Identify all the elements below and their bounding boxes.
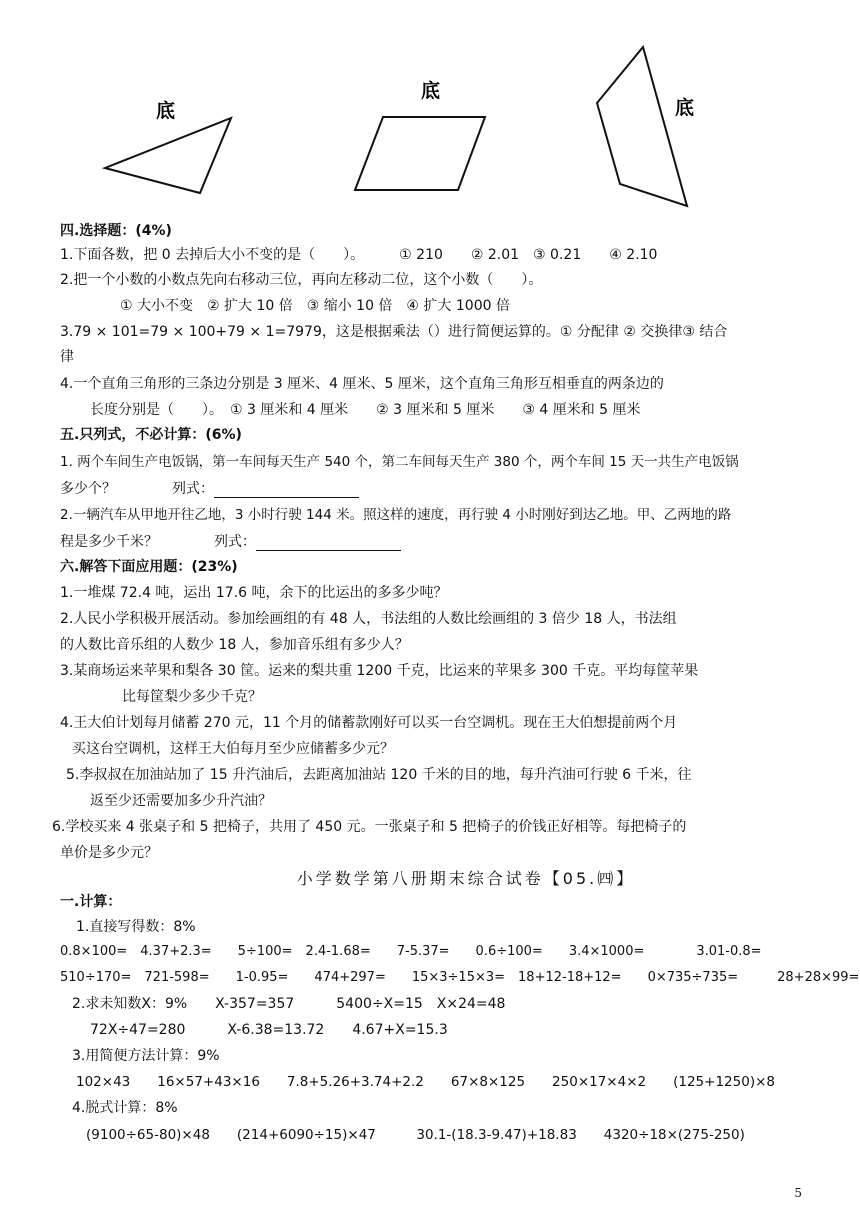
calc-row-1: 0.8×100= 4.37+2.3= 5÷100= 2.4-1.68= 7-5.37= 0.6÷100= 3.4×1000= 3.01-0.8=: [60, 944, 762, 959]
trapezoid-figure: [597, 47, 687, 206]
triangle-figure: [105, 118, 231, 193]
q6-1: 1.一堆煤 72.4 吨，运出 17.6 吨，余下的比运出的多多少吨？: [60, 585, 448, 601]
page-number: 5: [794, 1186, 802, 1200]
q5-1-cont-text: 多少个？ 列式：: [60, 481, 214, 497]
equations-row-2: 72X÷47=280 X-6.38=13.72 4.67+X=15.3: [90, 1022, 448, 1038]
part-2-heading: 2.求未知数X：9% X-357=357 5400÷X=15 X×24=48: [72, 996, 506, 1012]
q4-2: 2.把一个小数的小数点先向右移动三位，再向左移动二位，这个小数（ ）。: [60, 272, 543, 288]
q5-1: 1. 两个车间生产电饭锅，第一车间每天生产 540 个，第二车间每天生产 380 个，两个车间 15 天一共生产电饭锅: [60, 454, 739, 470]
section-4-heading: 四.选择题：(4%): [60, 223, 172, 239]
q6-4-cont: 买这台空调机，这样王大伯每月至少应储蓄多少元？: [72, 741, 394, 757]
answer-blank[interactable]: [214, 483, 359, 498]
section-5-heading: 五.只列式，不必计算：(6%): [60, 427, 242, 443]
simple-calc-row: 102×43 16×57+43×16 7.8+5.26+3.74+2.2 67×8×125 250×17×4×2 (125+1250)×8: [76, 1074, 775, 1090]
part-1-heading: 1.直接写得数：8%: [76, 919, 196, 935]
section-1-heading: 一.计算：: [60, 894, 122, 910]
trapezoid-base-label: 底: [675, 97, 695, 119]
triangle-base-label: 底: [156, 100, 176, 122]
section-6-heading: 六.解答下面应用题：(23%): [60, 559, 238, 575]
q5-2: 2.一辆汽车从甲地开往乙地，3 小时行驶 144 米。照这样的速度，再行驶 4 小时刚好到达乙地。甲、乙两地的路: [60, 507, 732, 523]
q6-3-cont: 比每筐梨少多少千克？: [122, 689, 262, 705]
q6-5: 5.李叔叔在加油站加了 15 升汽油后，去距离加油站 120 千米的目的地，每升汽油可行驶 6 千米，往: [66, 767, 692, 783]
part-4-heading: 4.脱式计算：8%: [72, 1100, 178, 1116]
q6-4: 4.王大伯计划每月储蓄 270 元，11 个月的储蓄款刚好可以买一台空调机。现在王大伯想提前两个月: [60, 715, 678, 731]
q6-6-cont: 单价是多少元？: [60, 845, 158, 861]
q4-4-cont: 长度分别是（ ）。 ① 3 厘米和 4 厘米 ② 3 厘米和 5 厘米 ③ 4 厘米和 5 厘米: [90, 402, 641, 418]
q5-1-cont: [60, 480, 820, 498]
q4-4: 4.一个直角三角形的三条边分别是 3 厘米、4 厘米、5 厘米，这个直角三角形互相垂直的两条边的: [60, 376, 664, 392]
figures-area: [0, 0, 860, 215]
step-calc-row: (9100÷65-80)×48 (214+6090÷15)×47 30.1-(18.3-9.47)+18.83 4320÷18×(275-250): [86, 1127, 745, 1143]
q4-2-options: ① 大小不变 ② 扩大 10 倍 ③ 缩小 10 倍 ④ 扩大 1000 倍: [120, 298, 510, 314]
parallelogram-figure: [355, 117, 485, 190]
q4-3: 3.79 × 101=79 × 100+79 × 1=7979，这是根据乘法（）进行简便运算的。① 分配律 ② 交换律③ 结合: [60, 324, 728, 340]
exam-title: 小学数学第八册期末综合试卷【05.㈣】: [296, 869, 636, 888]
answer-blank[interactable]: [256, 536, 401, 551]
calc-row-2: 510÷170= 721-598= 1-0.95= 474+297= 15×3÷15×3= 18+12-18+12= 0×735÷735= 28+28×99=: [60, 970, 860, 985]
part-3-heading: 3.用简便方法计算：9%: [72, 1048, 220, 1064]
parallelogram-base-label: 底: [421, 80, 441, 102]
q6-6: 6.学校买来 4 张桌子和 5 把椅子，共用了 450 元。一张桌子和 5 把椅子的价钱正好相等。每把椅子的: [52, 819, 687, 835]
q6-3: 3.某商场运来苹果和梨各 30 筐。运来的梨共重 1200 千克，比运来的苹果多 300 千克。平均每筐苹果: [60, 663, 699, 679]
q6-5-cont: 返至少还需要加多少升汽油？: [90, 793, 272, 809]
q4-1: 1.下面各数，把 0 去掉后大小不变的是（ ）。 ① 210 ② 2.01 ③ 0.21 ④ 2.10: [60, 247, 658, 263]
q6-2: 2.人民小学积极开展活动。参加绘画组的有 48 人，书法组的人数比绘画组的 3 倍少 18 人，书法组: [60, 611, 677, 627]
q4-3-cont: 律: [60, 349, 74, 365]
q5-2-cont-text: 程是多少千米？ 列式：: [60, 534, 256, 550]
q6-2-cont: 的人数比音乐组的人数少 18 人，参加音乐组有多少人？: [60, 637, 409, 653]
q5-2-cont: [60, 533, 820, 551]
